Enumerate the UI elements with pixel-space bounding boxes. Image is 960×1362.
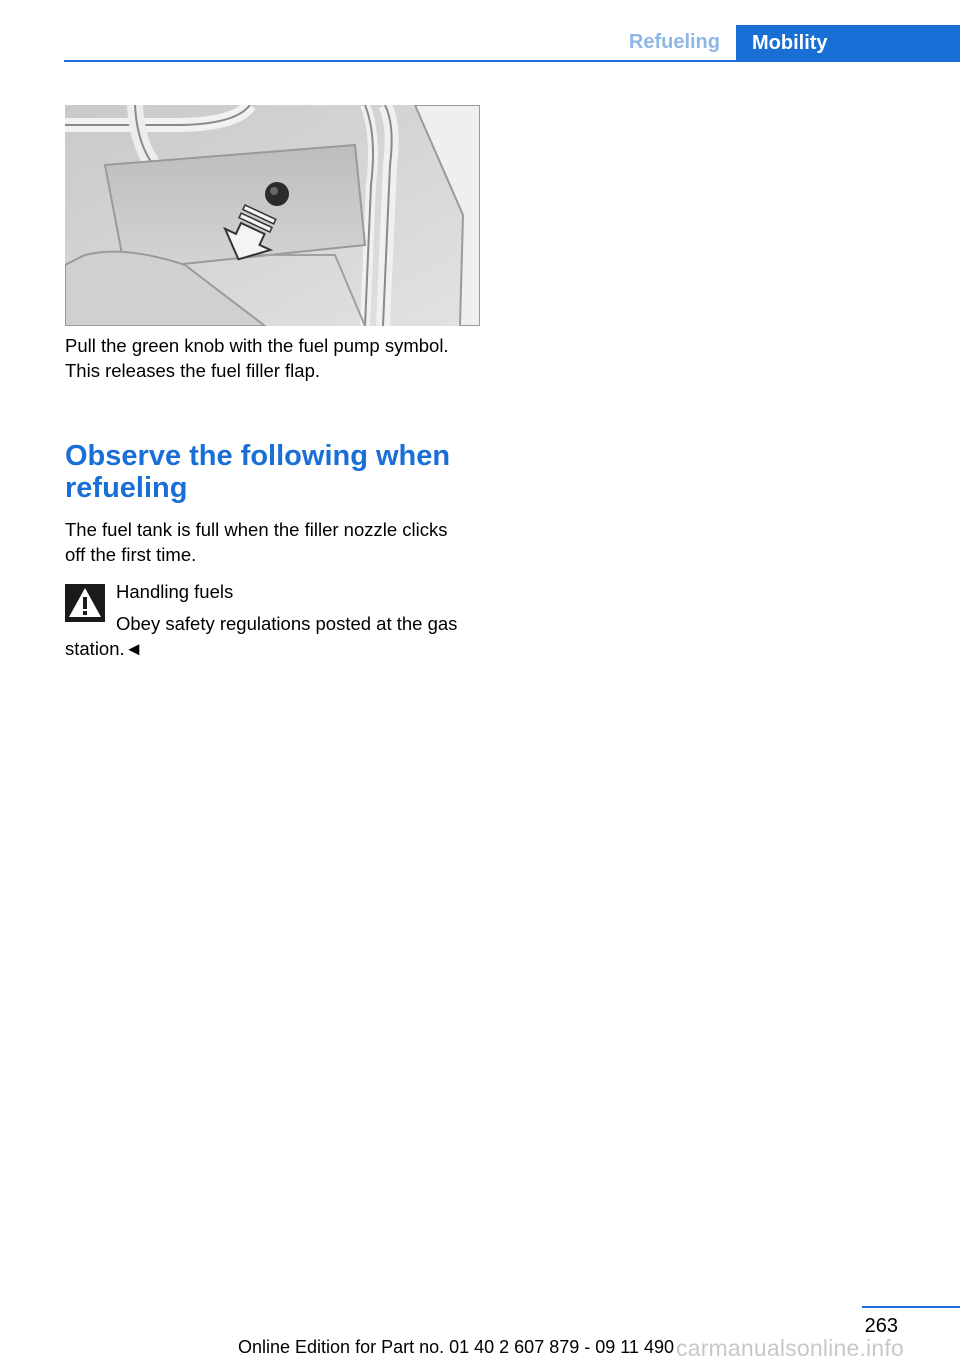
page-number: 263 xyxy=(864,1315,898,1337)
warning-text-line-2: station.◄ xyxy=(65,638,143,659)
intro-paragraph xyxy=(65,333,485,383)
page-header xyxy=(0,0,960,64)
section-tab-label: Refueling xyxy=(628,31,720,53)
warning-text xyxy=(65,611,485,661)
section-heading xyxy=(65,440,485,504)
fuel-filler-release-knob-illustration xyxy=(65,105,480,326)
chapter-tab[interactable] xyxy=(736,25,960,62)
section-tab[interactable] xyxy=(600,25,735,60)
chapter-tab-label: Mobility xyxy=(752,32,828,54)
footer-rule xyxy=(862,1306,960,1308)
fuel-filler-illustration xyxy=(65,105,480,326)
edition-line: Online Edition for Part no. 01 40 2 607 879 - 09 11 490 xyxy=(238,1337,674,1357)
heading-line-2: refueling xyxy=(65,472,188,504)
header-rule xyxy=(64,60,960,62)
warning-title xyxy=(116,579,486,604)
watermark: carmanualsonline.info xyxy=(676,1335,904,1361)
warning-title-text: Handling fuels xyxy=(116,581,234,602)
para-line-1: The fuel tank is full when the filler nozzle clicks xyxy=(65,519,448,540)
intro-line-2: This releases the fuel filler flap. xyxy=(65,360,321,381)
heading-line-1: Observe the following when xyxy=(65,440,451,472)
intro-line-1: Pull the green knob with the fuel pump symbol. xyxy=(65,335,449,356)
refuel-paragraph xyxy=(65,517,485,567)
warning-text-line-1: Obey safety regulations posted at the gas xyxy=(116,613,458,634)
para-line-2: off the first time. xyxy=(65,544,197,565)
